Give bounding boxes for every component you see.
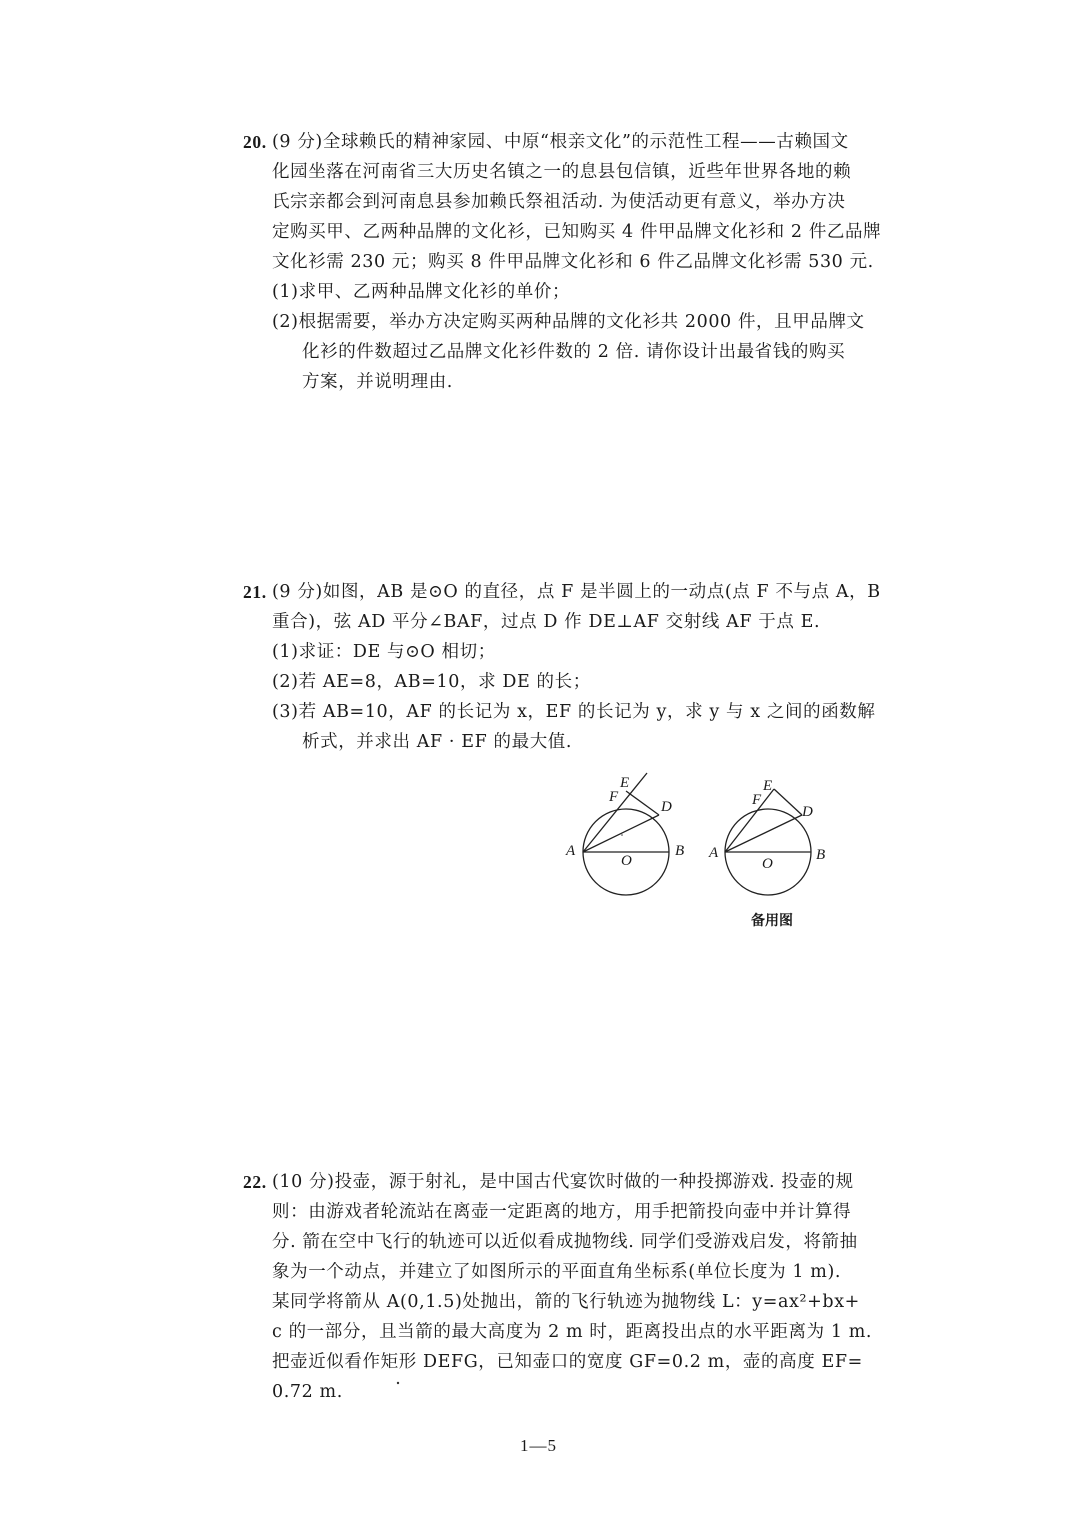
q22-line-6: c 的一部分，且当箭的最大高度为 2 m 时，距离投出点的水平距离为 1 m. (272, 1322, 873, 1342)
fig2-label-o: O (762, 856, 773, 872)
q22-line-1: (10 分)投壶，源于射礼，是中国古代宴饮时做的一种投掷游戏. 投壶的规 (272, 1172, 854, 1192)
q20-part-2-line-3: 方案，并说明理由. (302, 372, 453, 392)
fig1-label-e: E (620, 775, 630, 791)
stray-mark (396, 1381, 400, 1385)
q21-part-2: (2)若 AE=8，AB=10，求 DE 的长； (272, 672, 591, 692)
backup-segment-de (774, 789, 802, 815)
stray-dot (621, 834, 623, 836)
q21-figure-backup (712, 765, 842, 915)
q20-number: 20. (243, 132, 267, 152)
q22-line-8: 0.72 m. (272, 1382, 343, 1402)
backup-figure-caption: 备用图 (751, 913, 793, 929)
fig1-label-a: A (566, 843, 576, 859)
q20-part-2-line-2: 化衫的件数超过乙品牌文化衫件数的 2 倍. 请你设计出最省钱的购买 (302, 342, 846, 362)
q22-line-4: 象为一个动点，并建立了如图所示的平面直角坐标系(单位长度为 1 m). (272, 1262, 842, 1282)
fig1-label-d: D (661, 799, 672, 815)
fig2-label-d: D (802, 804, 813, 820)
fig1-label-b: B (675, 843, 685, 859)
fig2-label-a: A (709, 845, 719, 861)
q21-part-3-line-1: (3)若 AB=10，AF 的长记为 x，EF 的长记为 y，求 y 与 x 之间的函数解 (272, 702, 876, 722)
ray-af (583, 773, 647, 852)
chord-ad (583, 815, 659, 852)
q21-number: 21. (243, 582, 267, 602)
fig1-label-o: O (621, 853, 632, 869)
fig2-label-b: B (816, 847, 826, 863)
q20-line-4: 定购买甲、乙两种品牌的文化衫，已知购买 4 件甲品牌文化衫和 2 件乙品牌 (272, 222, 882, 242)
q21-part-3-line-2: 析式，并求出 AF · EF 的最大值. (302, 732, 573, 752)
q22-line-3: 分. 箭在空中飞行的轨迹可以近似看成抛物线. 同学们受游戏启发，将箭抽 (272, 1232, 858, 1252)
q20-line-3: 氏宗亲都会到河南息县参加赖氏祭祖活动. 为使活动更有意义，举办方决 (272, 192, 846, 212)
q20-line-2: 化园坐落在河南省三大历史名镇之一的息县包信镇，近些年世界各地的赖 (272, 162, 852, 182)
q20-part-2-line-1: (2)根据需要，举办方决定购买两种品牌的文化衫共 2000 件，且甲品牌文 (272, 312, 865, 332)
backup-ray-af (725, 789, 774, 852)
fig2-label-f: F (752, 792, 762, 808)
fig2-label-e: E (763, 778, 773, 794)
segment-de (626, 791, 659, 815)
q21-line-1: (9 分)如图，AB 是⊙O 的直径，点 F 是半圆上的一动点(点 F 不与点 A，B (272, 582, 881, 602)
q22-line-2: 则：由游戏者轮流站在离壶一定距离的地方，用手把箭投向壶中并计算得 (272, 1202, 852, 1222)
q21-line-2: 重合)，弦 AD 平分∠BAF，过点 D 作 DE⊥AF 交射线 AF 于点 E. (272, 612, 821, 632)
q20-line-5: 文化衫需 230 元；购买 8 件甲品牌文化衫和 6 件乙品牌文化衫需 530 元. (272, 252, 874, 272)
q22-number: 22. (243, 1172, 267, 1192)
q21-figure-main (570, 765, 700, 915)
q20-part-1: (1)求甲、乙两种品牌文化衫的单价； (272, 282, 571, 302)
fig1-label-f: F (609, 789, 619, 805)
page-number: 1—5 (520, 1436, 557, 1455)
q22-line-5: 某同学将箭从 A(0,1.5)处抛出，箭的飞行轨迹为抛物线 L：y=ax²+bx+ (272, 1292, 860, 1312)
q20-line-1: (9 分)全球赖氏的精神家园、中原“根亲文化”的示范性工程——古赖国文 (272, 132, 849, 152)
q21-part-1: (1)求证：DE 与⊙O 相切； (272, 642, 496, 662)
backup-chord-ad (725, 815, 802, 852)
q22-line-7: 把壶近似看作矩形 DEFG，已知壶口的宽度 GF=0.2 m，壶的高度 EF= (272, 1352, 863, 1372)
